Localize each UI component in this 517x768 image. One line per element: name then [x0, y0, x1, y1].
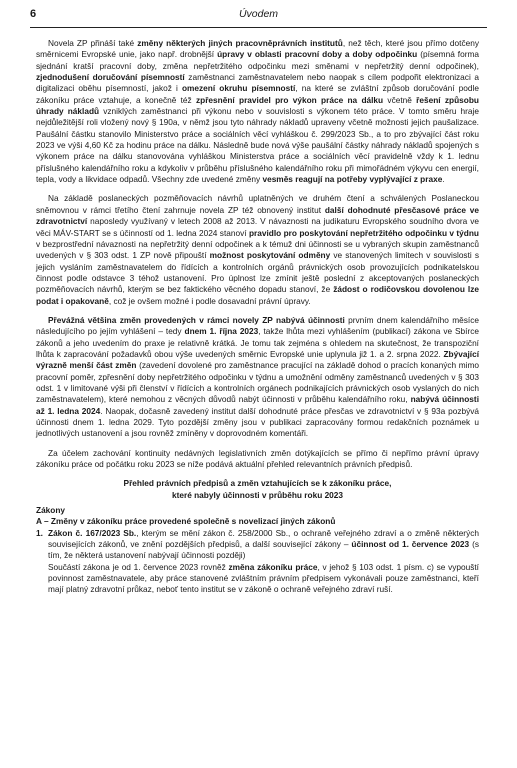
- text-run: , v jehož § 103 odst. 1 písm. c) se vypouští povinnost zaměstnavatele, aby práce stanovené zvláštním právním předpisem vykonávali pouze zaměstnanci, kteří mají platný zdravotní průkaz, neboť tento institut se v zákoně o ochraně veřejného zdraví ruší.: [48, 561, 479, 595]
- page-body: [36, 38, 479, 596]
- bold-run: dnem 1. října 2023: [184, 326, 259, 337]
- text-run: , na které se zvláštní způsob doručování podle zákoníku práce vztahuje, a konečně též: [36, 83, 479, 105]
- item-number: 1.: [36, 527, 43, 538]
- bold-run: další dohodnuté přesčasové práce ve zdravotnictví: [36, 204, 480, 227]
- bold-run: Převážná většina změn provedených v rámci novely ZP nabývá účinnosti: [48, 314, 345, 325]
- text-run: zaměstnanci zaměstnavatelem nebo naopak s cílem podpořit elektronizaci a digitalizaci oběhu písemností, jakož i: [36, 72, 479, 94]
- text-run: naposledy využívaný v letech 2008 až 2013. V návaznosti na judikaturu Evropského soudního dvora ve věci MÁV-START se s účinností od 1. ledna 2024 stanoví: [36, 216, 479, 238]
- text-run: Na základě poslaneckých pozměňovacích návrhů uplatněných ve druhém čtení a schválených Poslaneckou sněmovnou v rámci třetího čtení zahrnuje novela ZP též obnovený institut: [36, 193, 479, 215]
- text-run: (s tím, že některá ustanovení nabývají účinnosti později): [48, 539, 480, 561]
- text-run: . Naopak, dočasně zavedený institut další dohodnuté práce přesčas ve zdravotnictví v § 93a pozbývá účinnosti dnem 1. ledna 2029. Tyto pozdější změny jsou v publikaci zapracovány formou redakčních poznámek u jednotlivých ustanovení a jsou rovněž zmíněny v doprovodném komentáři.: [36, 405, 479, 439]
- text-run: , kterým se mění zákon č. 258/2000 Sb., o ochraně veřejného zdraví a o změně některých souvisejících zákonů, ve znění pozdějších předpisů, a další související zákony –: [48, 527, 479, 550]
- bold-run: Zákon č. 167/2023 Sb.: [48, 527, 137, 538]
- text-run: Novela ZP přináší také: [48, 38, 138, 48]
- text-run: (písemná forma sjednání kratší pracovní doby, změna nepřetržitého odpočinku mezi směnami v nepřetržitý denní odpočinek),: [36, 49, 479, 71]
- running-title: Úvodem: [238, 8, 279, 20]
- bold-run: zpřesnění pravidel pro výkon práce na dálku: [195, 94, 384, 105]
- overview-heading: [36, 478, 479, 501]
- list-item: [36, 528, 479, 596]
- text-run: v bezprostřední návaznosti na nepřetržitý denní odpočinek a k témuž dni účinnosti se u vybraných skupin zaměstnanců uvedených v § 303 odst. 1 ZP nově připouští: [36, 238, 479, 261]
- text-run: .: [442, 174, 445, 185]
- bold-run: zjednodušení doručování písemností: [36, 72, 185, 83]
- bold-run: úpravy v oblasti pracovní doby a doby odpočinku: [217, 49, 418, 60]
- section-heading: Zákony: [36, 505, 66, 516]
- overview-title-line1: Přehled právních předpisů a změn vztahujících se k zákoníku práce,: [123, 478, 392, 489]
- paragraph: [36, 315, 479, 440]
- text-run: ve stanovených limitech v souvislosti s jejich vysláním zaměstnavatelem do řídících a kontrolních orgánů právnických osob provozujících podnikatelskou činnost podle odstavce 3 téhož ustanovení. Pro úplnost lze zmínit ještě poslední z akceptovaných poslaneckých pozměňovacích návrhů, kterým se bez faktického věcného dopadu stanoví, že: [36, 250, 479, 295]
- bold-run: vesměs reagují na potřeby vyplývající z praxe: [262, 174, 443, 185]
- bold-run: Zbývající výrazně menší část změn: [36, 348, 479, 371]
- bold-run: nabývá účinnosti až 1. ledna 2024: [36, 394, 479, 416]
- paragraph: [36, 193, 479, 306]
- text-run: (zavedení dovolené pro zaměstnance pracující na základě dohod o pracích konaných mimo pracovní poměr, zpřesnění doby nepřetržitého odpočinku v týdnu a umožnění odměny zaměstnanců uvedených v § 303 odst. 1 v limitované výši při členství v řídících a kontrolních orgánech podnikajících právnických osob vyslaných do nich zaměstnavatelem), které nemohou z věcných důvodů nabýt účinnosti v průběhu kalendářního roku,: [36, 360, 479, 405]
- text-run: , takže lhůta mezi vyhlášením (publikací) zákona ve Sbírce zákonů a jeho uvedením do praxe je relativně krátká. Je tomu tak zejména s ohledem na skutečnost, že transpoziční lhůta k zapracování požadavků obou výše uvedených směrnic Evropské unie uplynula již 1. a 2. srpna 2022.: [36, 326, 479, 359]
- text-run: Za účelem zachování kontinuity nedávných legislativních změn dotýkajících se přímo či nepřímo právní úpravy zákoníku práce od počátku roku 2023 se níže podává aktuální přehled relevantních právních předpisů.: [36, 447, 479, 470]
- page-number: 6: [30, 8, 37, 20]
- bold-run: řešení způsobu úhrady nákladů: [36, 94, 479, 117]
- bold-run: omezení okruhu písemností: [181, 83, 296, 94]
- page-header: [30, 8, 487, 28]
- text-run: včetně: [383, 94, 417, 105]
- text-run: vzniklých zaměstnanci při výkonu nebo v souvislosti s výkonem této práce. V tomto směru hraje nejdůležitější roli vložený nový § 190a, v němž jsou tyto náhrady nákladů upraveny včetně možnosti jejich paušalizace. Paušální částku stanovilo Ministerstvo práce a sociálních věcí vyhláškou č. 299/2023 Sb., a to pro zbývající část roku 2023 ve výši 4,60 Kč za hodinu práce na dálku. Následně bude nová výše paušální částky náhrady nákladů spojených s výkonem práce na dálku stanovována vyhláškou Ministerstva práce a sociálních věcí pravidelně vždy k 1. lednu příslušného kalendářního roku a kdykoliv v průběhu příslušného kalendářního roku při mimořádném výkyvu cen energií, tepla, vody a likvidace odpadů. Všechny zde uvedené změny: [36, 106, 479, 185]
- item-note: [48, 562, 479, 596]
- bold-run: účinnost od 1. července 2023: [351, 539, 470, 550]
- text-run: Součástí zákona je od 1. července 2023 rovněž: [48, 561, 229, 572]
- paragraph: [36, 448, 479, 471]
- text-run: prvním dnem kalendářního měsíce následujícího po jejím vyhlášení – tedy: [36, 314, 479, 337]
- subsection-heading: A – Změny v zákoníku práce provedené společně s novelizací jiných zákonů: [36, 516, 336, 527]
- overview-title-line2: které nabyly účinnosti v průběhu roku 2023: [171, 489, 344, 500]
- bold-run: pravidlo pro poskytování nepřetržitého odpočinku v týdnu: [248, 227, 479, 238]
- bold-run: žádost o rodičovskou dovolenou lze podat i opakovaně: [36, 284, 479, 306]
- item-text: [48, 528, 479, 562]
- text-run: , než těch, které jsou přímo dotčeny směrnicemi Evropské unie, jako např. drobnější: [36, 38, 479, 60]
- bold-run: změny některých jiných pracovněprávních institutů: [137, 38, 343, 48]
- paragraph: [36, 38, 479, 185]
- header-rule: [30, 27, 487, 28]
- text-run: , což je ovšem možné i podle dosavadní právní úpravy.: [108, 295, 311, 306]
- bold-run: změna zákoníku práce: [228, 561, 318, 572]
- bold-run: možnost poskytování odměny: [209, 250, 331, 261]
